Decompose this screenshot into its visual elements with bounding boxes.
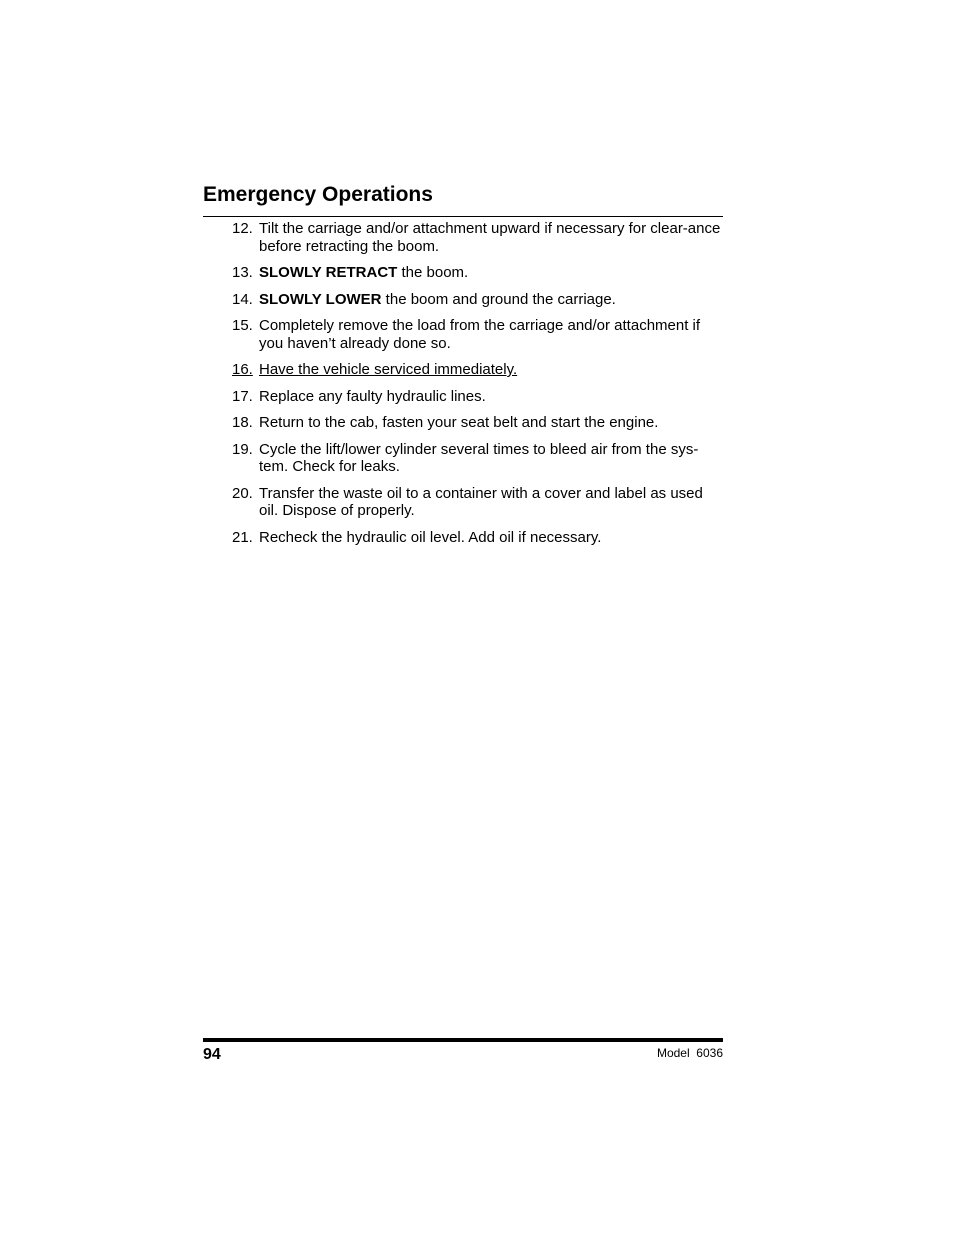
- model-label: Model 6036: [656, 1046, 723, 1060]
- step-text: [259, 414, 658, 431]
- step-number: 13.: [232, 264, 253, 281]
- step-body: Transfer the waste oil to a container with a cover and label as used oil. Dispose of properly.: [259, 484, 703, 519]
- step-body: Have the vehicle serviced immediately.: [259, 361, 518, 378]
- step-number: 15.: [232, 317, 253, 334]
- step-text: [259, 317, 700, 352]
- step-text: [259, 441, 698, 476]
- step-text: [259, 388, 486, 405]
- step-text: [259, 361, 517, 378]
- list-item: [203, 291, 723, 309]
- step-body: Return to the cab, fasten your seat belt and start the engine.: [259, 414, 659, 431]
- step-number: 12.: [232, 220, 253, 237]
- list-item: [203, 361, 723, 379]
- step-number: 19.: [232, 440, 253, 458]
- step-body: Completely remove the load from the carriage and/or attachment if you haven’t already done so.: [259, 317, 701, 352]
- page-title: Emergency Operations: [203, 183, 433, 206]
- step-body: Recheck the hydraulic oil level. Add oil if necessary.: [259, 528, 602, 546]
- step-number: 18.: [232, 414, 253, 431]
- step-number: 20.: [232, 484, 253, 502]
- step-emphasis: SLOWLY RETRACT: [259, 264, 398, 281]
- step-number: 16.: [232, 361, 253, 378]
- list-item: [203, 529, 723, 547]
- step-list: [203, 220, 723, 555]
- step-text: [259, 264, 468, 281]
- step-body: the boom.: [397, 264, 469, 281]
- list-item: [203, 441, 723, 476]
- title-divider: [203, 216, 723, 217]
- step-text: [259, 291, 616, 308]
- step-body: Replace any faulty hydraulic lines.: [259, 387, 486, 405]
- step-body: Cycle the lift/lower cylinder several times to bleed air from the sys-tem. Check for leaks.: [259, 440, 699, 475]
- step-text: [259, 529, 601, 546]
- step-text: [259, 485, 703, 520]
- page-number: 94: [203, 1046, 221, 1063]
- list-item: [203, 485, 723, 520]
- step-text: [259, 220, 720, 255]
- footer-divider: [203, 1038, 723, 1042]
- step-number: 14.: [232, 290, 253, 308]
- list-item: [203, 414, 723, 432]
- list-item: [203, 220, 723, 255]
- list-item: [203, 264, 723, 282]
- step-body: the boom and ground the carriage.: [381, 290, 616, 308]
- list-item: [203, 317, 723, 352]
- step-body: Tilt the carriage and/or attachment upward if necessary for clear-ance before retracting the boom.: [259, 220, 721, 255]
- step-emphasis: SLOWLY LOWER: [259, 290, 382, 308]
- step-number: 21.: [232, 528, 253, 546]
- step-number: 17.: [232, 387, 253, 405]
- list-item: [203, 388, 723, 406]
